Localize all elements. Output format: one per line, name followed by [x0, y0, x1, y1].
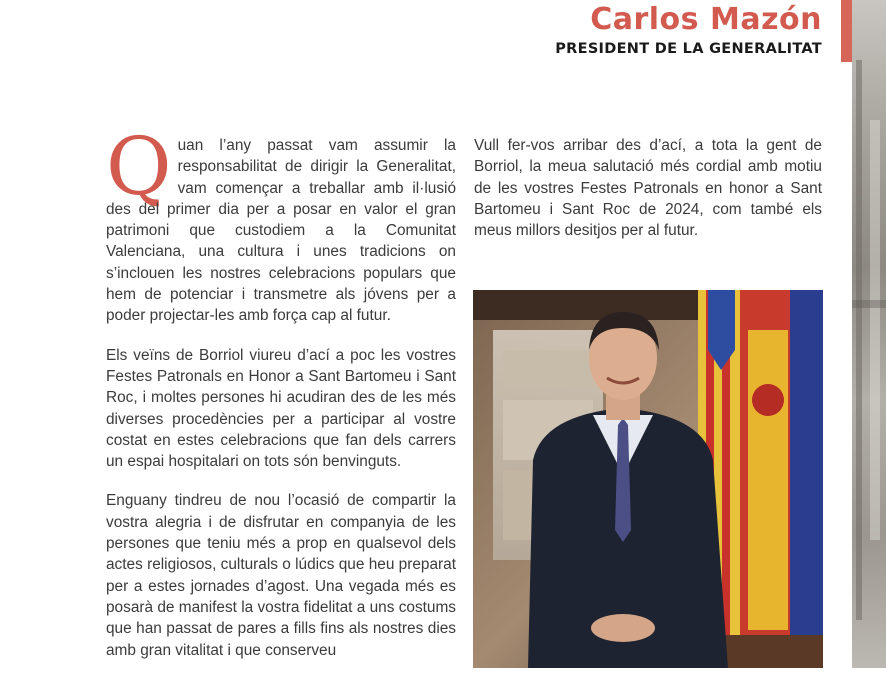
- portrait-illustration: [473, 290, 823, 668]
- side-photo-strip: [852, 0, 886, 668]
- author-name: Carlos Mazón: [590, 2, 822, 37]
- portrait-photo: [473, 290, 823, 668]
- paragraph-1: [106, 120, 456, 327]
- drop-cap: Q: [106, 120, 172, 213]
- author-role: PRESIDENT DE LA GENERALITAT: [555, 41, 822, 57]
- paragraph-4: Vull fer-vos arribar des d’ací, a tota la gent de Borriol, la meua salutació més cordial amb motiu de les vostres Festes Patronals en honor a Sant Bartomeu i Sant Roc de 2024, com també els meus millors desitjos per al futur.: [474, 137, 822, 240]
- accent-bar: [841, 0, 852, 62]
- paragraph-3: Enguany tindreu de nou l’ocasió de compartir la vostra alegria i de disfrutar en companyia de les persones que teniu més a prop en qualsevol dels actes religiosos, culturals o lúdics que heu preparat per a estes jornades d’agost. Una vegada més es posarà de manifest la vostra fidelitat a uns costums que han passat de pares a fills fins als nostres dies amb gran vitalitat i que conserveu: [106, 492, 456, 659]
- paragraph-1-text: uan l’any passat vam assumir la responsabilitat de dirigir la Generalitat, vam començar a treballar amb il·lusió des del primer dia per a posar en valor el gran patrimoni que custodiem a la Comunitat Valenciana, una cultura i unes tradicions on s’inclouen les nostres celebracions populars que hem de potenciar i transmetre als jóvens per a poder projectar-les amb força cap al futur.: [106, 137, 456, 325]
- letter-column-right: [474, 135, 822, 259]
- paragraph-2: Els veïns de Borriol viureu d’ací a poc les vostres Festes Patronals en Honor a Sant Bartomeu i Sant Roc, i moltes persones hi acudiran des de les més diverses procedències per a participar al vostre costat en estes celebracions que fan dels carrers un espai hospitalari on tots són benvinguts.: [106, 346, 456, 471]
- letter-column-left: [106, 120, 456, 679]
